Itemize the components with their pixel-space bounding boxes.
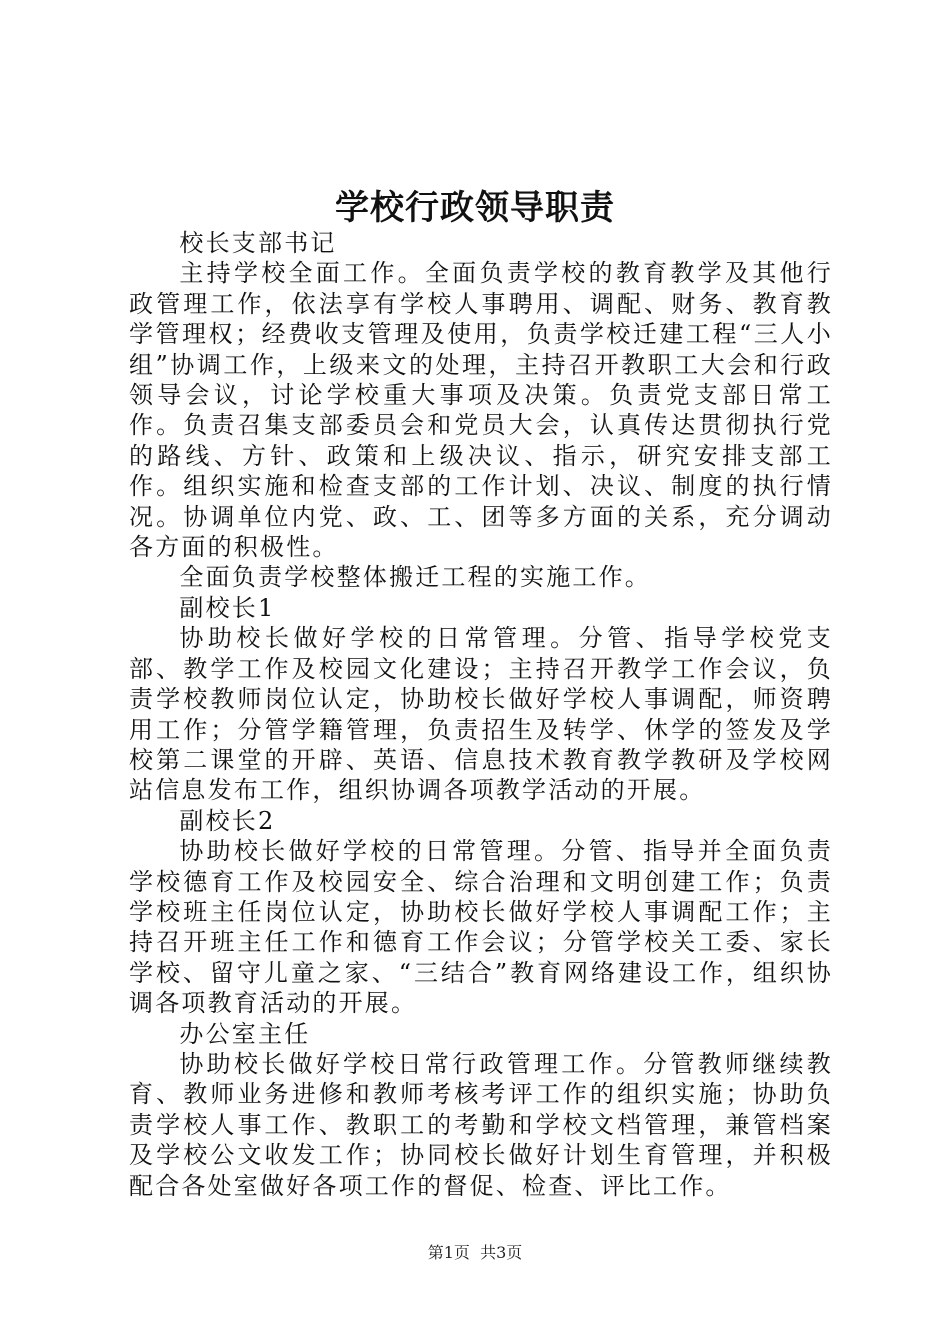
- document-title: 学校行政领导职责: [335, 188, 615, 228]
- paragraph-vice-principal-1-duties: 协助校长做好学校的日常管理。分管、指导学校党支部、教学工作及校园文化建设；主持召开教学工作会议，负责学校教师岗位认定，协助校长做好学校人事调配，师资聘用工作；分管学籍管理，负责招生及转学、休学的签发及学校第二课堂的开辟、英语、信息技术教育教学教研及学校网站信息发布工作，组织协调各项教学活动的开展。: [129, 624, 833, 805]
- section-heading-vice-principal-1: 副校长1: [179, 593, 276, 622]
- document-body: [129, 228, 833, 1201]
- section-heading-vice-principal-2: 副校长2: [179, 806, 276, 835]
- page-number: 第1页: [427, 1243, 470, 1262]
- paragraph-relocation-duty: 全面负责学校整体搬迁工程的实施工作。: [179, 563, 651, 592]
- paragraph-principal-duties: 主持学校全面工作。全面负责学校的教育教学及其他行政管理工作，依法享有学校人事聘用、调配、财务、教育教学管理权；经费收支管理及使用，负责学校迁建工程“三人小组”协调工作，上级来文的处理，主持召开教职工大会和行政领导会议，讨论学校重大事项及决策。负责党支部日常工作。负责召集支部委员会和党员大会，认真传达贯彻执行党的路线、方针、政策和上级决议、指示，研究安排支部工作。组织实施和检查支部的工作计划、决议、制度的执行情况。协调单位内党、政、工、团等多方面的关系，充分调动各方面的积极性。: [129, 259, 833, 562]
- section-heading-office-director: 办公室主任: [179, 1019, 311, 1048]
- section-heading-principal: 校长支部书记: [179, 229, 337, 257]
- page-total: 共3页: [480, 1243, 523, 1262]
- paragraph-office-director-duties: 协助校长做好学校日常行政管理工作。分管教师继续教育、教师业务进修和教师考核考评工作的组织实施；协助负责学校人事工作、教职工的考勤和学校文档管理，兼管档案及学校公文收发工作；协同校长做好计划生育管理，并积极配合各处室做好各项工作的督促、检查、评比工作。: [129, 1049, 833, 1200]
- page-footer: [0, 1243, 950, 1263]
- paragraph-vice-principal-2-duties: 协助校长做好学校的日常管理。分管、指导并全面负责学校德育工作及校园安全、综合治理和文明创建工作；负责学校班主任岗位认定，协助校长做好学校人事调配工作；主持召开班主任工作和德育工作会议；分管学校关工委、家长学校、留守儿童之家、“三结合”教育网络建设工作，组织协调各项教育活动的开展。: [129, 837, 833, 1018]
